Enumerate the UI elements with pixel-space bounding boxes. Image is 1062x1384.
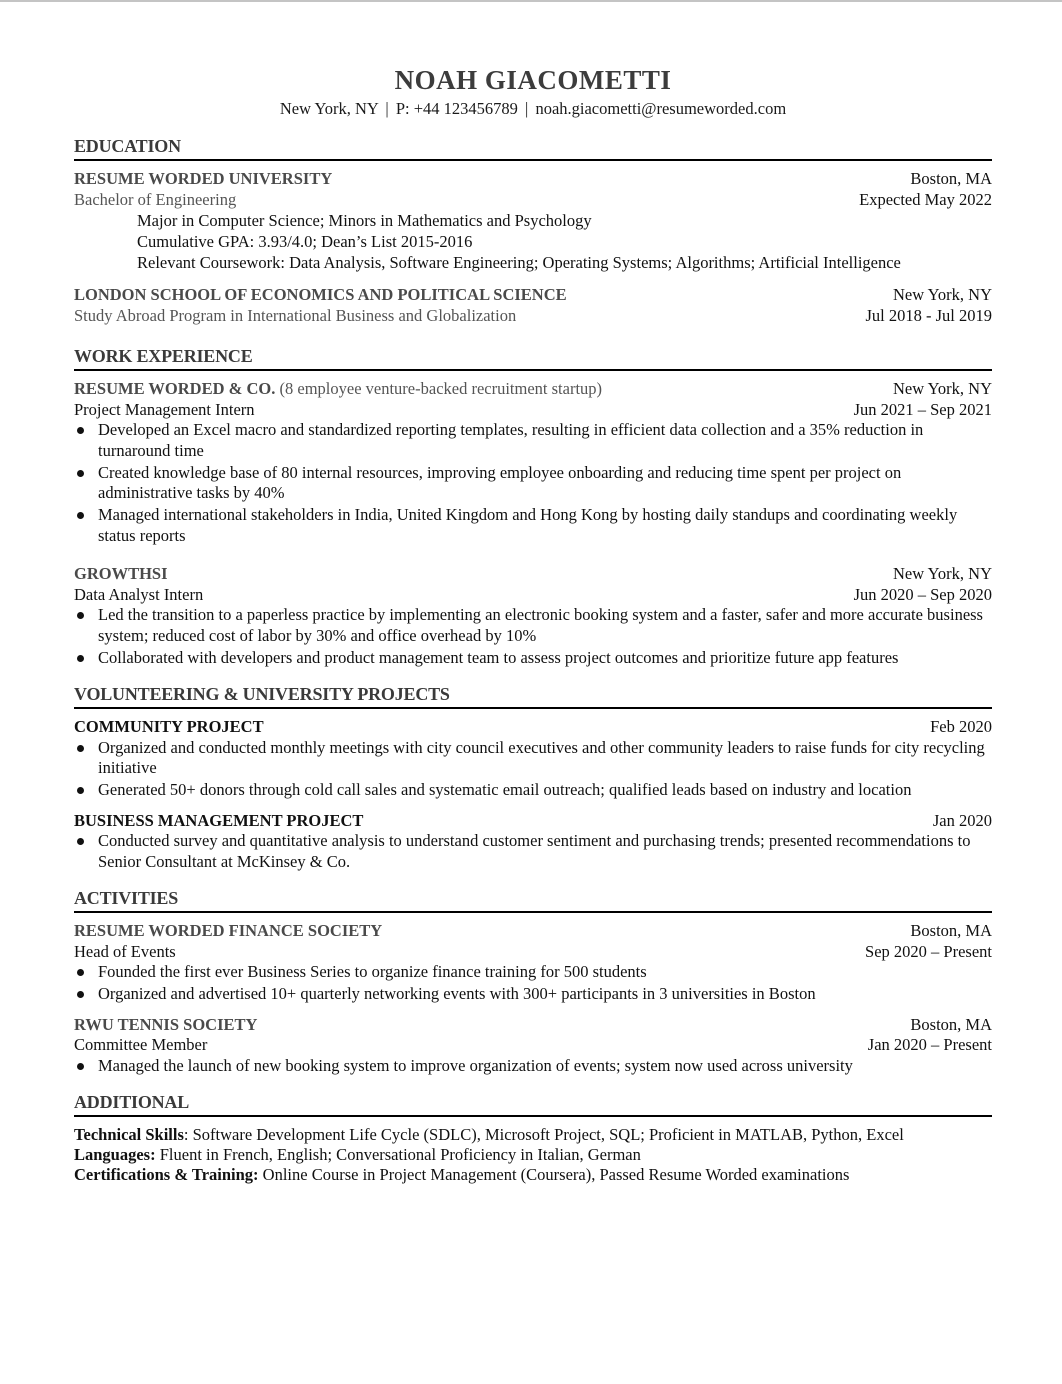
section-volunteering bbox=[74, 682, 992, 872]
bullet-item bbox=[74, 505, 992, 546]
degree: Bachelor of Engineering bbox=[74, 189, 237, 209]
project-entry bbox=[74, 811, 992, 873]
bullet-text: Founded the first ever Business Series to organize finance training for 500 students bbox=[98, 962, 647, 981]
bullet-item bbox=[74, 984, 992, 1005]
bullet-icon bbox=[77, 1063, 84, 1070]
institution-name: RESUME WORDED UNIVERSITY bbox=[74, 169, 333, 188]
activity-role: Head of Events bbox=[74, 941, 176, 961]
bullet-icon bbox=[77, 745, 84, 752]
bullet-text: Led the transition to a paperless practice by implementing an electronic booking system and a faster, safer and more accurate business system; reduced cost of labor by 30% and office overhead by 10% bbox=[98, 605, 983, 645]
activity-role: Committee Member bbox=[74, 1035, 208, 1054]
entry-location: New York, NY bbox=[892, 564, 992, 583]
entry-date: Sep 2020 – Present bbox=[865, 941, 992, 961]
bullet-item bbox=[74, 738, 992, 779]
section-title: ACTIVITIES bbox=[74, 886, 992, 913]
section-title: EDUCATION bbox=[74, 134, 992, 161]
bullet-item bbox=[74, 420, 992, 461]
bullet-icon bbox=[77, 512, 84, 519]
resume-page bbox=[74, 62, 992, 1185]
degree: Study Abroad Program in International Business and Globalization bbox=[74, 305, 517, 325]
bullet-item bbox=[74, 605, 992, 646]
line-text: Online Course in Project Management (Coursera), Passed Resume Worded examinations bbox=[258, 1165, 850, 1184]
candidate-name: NOAH GIACOMETTI bbox=[394, 65, 672, 95]
bullet-item bbox=[74, 780, 992, 801]
work-entry bbox=[74, 379, 992, 546]
bullet-item bbox=[74, 962, 992, 983]
bullet-list bbox=[74, 420, 992, 546]
activity-entry bbox=[74, 921, 992, 1005]
bullet-item bbox=[74, 831, 992, 872]
entry-location: New York, NY bbox=[892, 379, 992, 398]
bullet-list bbox=[74, 962, 992, 1005]
bullet-icon bbox=[77, 991, 84, 998]
entry-location: Boston, MA bbox=[910, 169, 992, 188]
bullet-icon bbox=[77, 787, 84, 794]
technical-skills bbox=[74, 1125, 992, 1145]
bullet-text: Organized and conducted monthly meetings with city council executives and other community leaders to raise funds for city recycling initiative bbox=[98, 737, 985, 777]
entry-date: Jun 2020 – Sep 2020 bbox=[853, 584, 992, 604]
project-name: COMMUNITY PROJECT bbox=[74, 717, 264, 736]
line-text: Software Development Life Cycle (SDLC), Microsoft Project, SQL; Proficient in MATLAB, Python, Excel bbox=[188, 1125, 904, 1144]
bullet-icon bbox=[77, 838, 84, 845]
bullet-icon bbox=[77, 612, 84, 619]
section-activities bbox=[74, 886, 992, 1076]
bullet-text: Organized and advertised 10+ quarterly networking events with 300+ participants in 3 universities in Boston bbox=[98, 984, 816, 1003]
company-note: (8 employee venture-backed recruitment startup) bbox=[279, 379, 603, 398]
bullet-list bbox=[74, 1056, 992, 1077]
bullet-icon bbox=[77, 655, 84, 662]
line-text: Fluent in French, English; Conversational Proficiency in Italian, German bbox=[155, 1145, 641, 1164]
entry-location: Boston, MA bbox=[910, 921, 992, 940]
contact-location: New York, NY bbox=[279, 99, 379, 118]
line-label: Certifications & Training: bbox=[74, 1165, 259, 1184]
bullet-text: Conducted survey and quantitative analysis to understand customer sentiment and purchasing trends; presented recommendations to Senior Consultant at McKinsey & Co. bbox=[98, 831, 971, 871]
entry-location: New York, NY bbox=[892, 285, 992, 304]
entry-date: Jan 2020 – Present bbox=[867, 1035, 992, 1054]
company-name bbox=[74, 379, 602, 400]
organization-name: RESUME WORDED FINANCE SOCIETY bbox=[74, 921, 383, 940]
education-entry bbox=[74, 169, 992, 273]
entry-date: Jun 2021 – Sep 2021 bbox=[853, 399, 992, 419]
entry-date: Jul 2018 - Jul 2019 bbox=[865, 305, 992, 325]
bullet-item bbox=[74, 463, 992, 504]
bullet-text: Managed the launch of new booking system to improve organization of events; system now used across university bbox=[98, 1055, 853, 1075]
line-label: Technical Skills bbox=[74, 1125, 184, 1144]
education-detail: Major in Computer Science; Minors in Mathematics and Psychology bbox=[137, 211, 592, 230]
top-border bbox=[0, 0, 1062, 2]
bullet-list bbox=[74, 738, 992, 801]
company-name: GROWTHSI bbox=[74, 564, 168, 583]
contact-email[interactable]: noah.giacometti@resumeworded.com bbox=[535, 99, 787, 118]
bullet-text: Generated 50+ donors through cold call sales and systematic email outreach; qualified leads based on industry and location bbox=[98, 780, 912, 799]
entry-date: Feb 2020 bbox=[930, 717, 992, 736]
bullet-text: Created knowledge base of 80 internal resources, improving employee onboarding and reducing time spent per project on administrative tasks by 40% bbox=[98, 462, 902, 502]
contact-separator: | bbox=[385, 99, 389, 118]
section-work-experience bbox=[74, 344, 992, 668]
bullet-icon bbox=[77, 470, 84, 477]
education-detail: Relevant Coursework: Data Analysis, Software Engineering; Operating Systems; Algorithms; Artificial Intelligence bbox=[137, 253, 901, 272]
company-name-text: RESUME WORDED & CO. bbox=[74, 379, 276, 398]
contact-separator: | bbox=[525, 99, 529, 118]
bullet-item bbox=[74, 1056, 992, 1077]
section-title: VOLUNTEERING & UNIVERSITY PROJECTS bbox=[74, 682, 992, 709]
entry-date: Expected May 2022 bbox=[859, 189, 992, 209]
bullet-icon bbox=[77, 427, 84, 434]
contact-phone: P: +44 123456789 bbox=[395, 99, 518, 118]
project-name: BUSINESS MANAGEMENT PROJECT bbox=[74, 810, 364, 830]
entry-date: Jan 2020 bbox=[932, 810, 992, 830]
bullet-item bbox=[74, 648, 992, 669]
section-additional bbox=[74, 1090, 992, 1185]
education-detail: Cumulative GPA: 3.93/4.0; Dean’s List 2015-2016 bbox=[137, 232, 473, 251]
bullet-text: Managed international stakeholders in India, United Kingdom and Hong Kong by hosting daily standups and coordinating weekly status reports bbox=[98, 505, 958, 545]
bullet-text: Collaborated with developers and product management team to assess project outcomes and prioritize future app features bbox=[98, 647, 899, 667]
work-entry bbox=[74, 564, 992, 668]
certifications bbox=[74, 1165, 992, 1185]
bullet-text: Developed an Excel macro and standardized reporting templates, resulting in efficient data collection and a 35% reduction in turnaround time bbox=[98, 420, 924, 460]
languages bbox=[74, 1145, 992, 1165]
bullet-icon bbox=[77, 969, 84, 976]
section-title: ADDITIONAL bbox=[74, 1090, 992, 1117]
job-title: Data Analyst Intern bbox=[74, 584, 204, 604]
education-entry bbox=[74, 285, 992, 326]
bullet-list bbox=[74, 605, 992, 668]
activity-entry bbox=[74, 1015, 992, 1077]
contact-line bbox=[74, 98, 992, 120]
job-title: Project Management Intern bbox=[74, 399, 255, 419]
section-title: WORK EXPERIENCE bbox=[74, 344, 992, 371]
organization-name: RWU TENNIS SOCIETY bbox=[74, 1014, 258, 1034]
section-education bbox=[74, 134, 992, 326]
entry-location: Boston, MA bbox=[910, 1014, 992, 1034]
institution-name: LONDON SCHOOL OF ECONOMICS AND POLITICAL SCIENCE bbox=[74, 285, 567, 304]
line-label: Languages: bbox=[74, 1145, 156, 1164]
bullet-list bbox=[74, 831, 992, 872]
project-entry bbox=[74, 717, 992, 801]
line-label-sep: : bbox=[183, 1125, 189, 1144]
